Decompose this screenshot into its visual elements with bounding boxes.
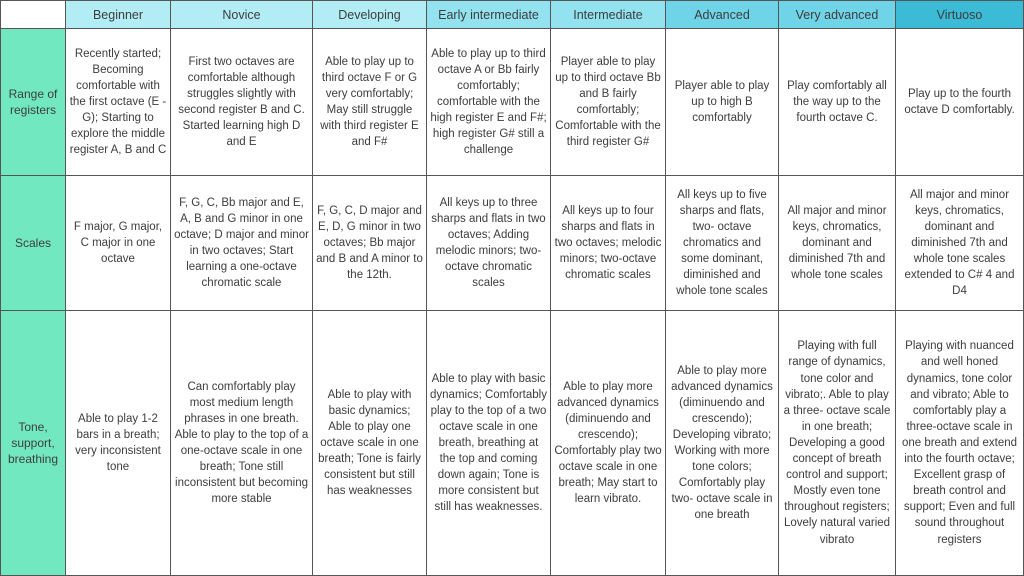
column-header-novice: Novice xyxy=(171,1,313,29)
table-cell: Able to play more advanced dynamics (diminuendo and crescendo); Comfortably play two octave scale in one breath; May start to learn vibrato. xyxy=(551,311,666,576)
table-cell: All major and minor keys, chromatics, dominant and diminished 7th and whole tone scales extended to C# 4 and D4 xyxy=(896,176,1024,311)
table-cell: Able to play with basic dynamics; Able to play one octave scale in one breath; Tone is fairly consistent but still has weaknesses xyxy=(313,311,427,576)
table-cell: First two octaves are comfortable although struggles slightly with second register B and C. Started learning high D and E xyxy=(171,29,313,176)
column-header-advanced: Advanced xyxy=(666,1,779,29)
table-cell: F, G, C, D major and E, D, G minor in two octaves; Bb major and B and A minor to the 12th. xyxy=(313,176,427,311)
table-cell: Playing with full range of dynamics, tone color and vibrato;. Able to play a three- octave scale in one breath; Developing a good concept of breath control and support; Mostly even tone throughout registers; Lovely natural varied vibrato xyxy=(779,311,896,576)
table-cell: Able to play 1-2 bars in a breath; very inconsistent tone xyxy=(66,311,171,576)
row-label-range-of-registers: Range of registers xyxy=(1,29,66,176)
column-header-intermediate: Intermediate xyxy=(551,1,666,29)
table-cell: All keys up to five sharps and flats, two- octave chromatics and some dominant, diminished and whole tone scales xyxy=(666,176,779,311)
table-cell: All major and minor keys, chromatics, dominant and diminished 7th and whole tone scales xyxy=(779,176,896,311)
column-header-beginner: Beginner xyxy=(66,1,171,29)
table-cell: All keys up to four sharps and flats in two octaves; melodic minors; two-octave chromatic scales xyxy=(551,176,666,311)
row-label-tone-support-breathing: Tone, support, breathing xyxy=(1,311,66,576)
table-cell: Player able to play up to third octave Bb and B fairly comfortably; Comfortable with the third register G# xyxy=(551,29,666,176)
table-cell: All keys up to three sharps and flats in two octaves; Adding melodic minors; two-octave chromatic scales xyxy=(427,176,551,311)
table-cell: Able to play up to third octave F or G very comfortably; May still struggle with third register E and F# xyxy=(313,29,427,176)
corner-cell xyxy=(1,1,66,29)
column-header-developing: Developing xyxy=(313,1,427,29)
column-header-very-advanced: Very advanced xyxy=(779,1,896,29)
table-cell: F major, G major, C major in one octave xyxy=(66,176,171,311)
table-cell: Recently started; Becoming comfortable with the first octave (E - G); Starting to explore the middle register A, B and C xyxy=(66,29,171,176)
column-header-virtuoso: Virtuoso xyxy=(896,1,1024,29)
table-cell: Play up to the fourth octave D comfortably. xyxy=(896,29,1024,176)
table-cell: Able to play more advanced dynamics (diminuendo and crescendo); Developing vibrato; Working with more tone colors; Comfortably play two- octave scale in one breath xyxy=(666,311,779,576)
row-label-scales: Scales xyxy=(1,176,66,311)
table-cell: Able to play up to third octave A or Bb fairly comfortably; comfortable with the high register E and F#; high register G# still a challenge xyxy=(427,29,551,176)
table-cell: Playing with nuanced and well honed dynamics, tone color and vibrato; Able to comfortably play a three-octave scale in one breath and extend into the fourth octave; Excellent grasp of breath control and support; Even and full sound throughout registers xyxy=(896,311,1024,576)
table-cell: Play comfortably all the way up to the fourth octave C. xyxy=(779,29,896,176)
column-header-early-intermediate: Early intermediate xyxy=(427,1,551,29)
table-cell: Player able to play up to high B comfortably xyxy=(666,29,779,176)
table-cell: Can comfortably play most medium length phrases in one breath. Able to play to the top of a one-octave scale in one breath; Tone still inconsistent but becoming more stable xyxy=(171,311,313,576)
table-cell: F, G, C, Bb major and E, A, B and G minor in one octave; D major and minor in two octaves; Start learning a one-octave chromatic scale xyxy=(171,176,313,311)
table-cell: Able to play with basic dynamics; Comfortably play to the top of a two octave scale in one breath, breathing at the top and coming down again; Tone is more consistent but still has weaknesses. xyxy=(427,311,551,576)
